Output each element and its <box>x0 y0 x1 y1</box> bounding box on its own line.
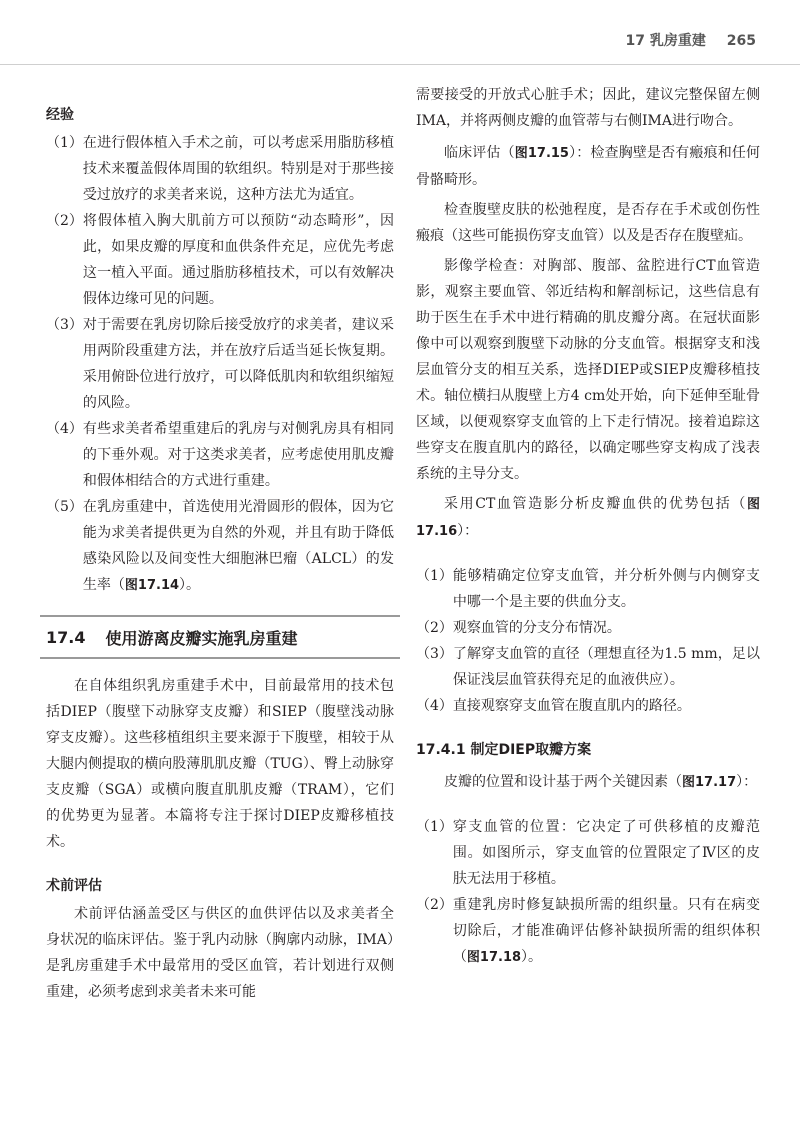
factors-paragraph: 皮瓣的位置和设计基于两个关键因素（图17.17）： <box>444 774 758 790</box>
preop-heading: 术前评估 <box>46 878 102 894</box>
figure-reference: 图17.18 <box>466 950 522 965</box>
cta-item-3 <box>416 641 760 693</box>
item-number: （2） <box>416 897 453 913</box>
item-number: （4） <box>46 421 83 437</box>
factor-item-1 <box>416 814 760 892</box>
item-number: （1） <box>416 568 453 584</box>
continued-paragraph: 需要接受的开放式心脏手术；因此，建议完整保留左侧IMA，并将两侧皮瓣的血管蒂与右侧IMA进行吻合。 <box>416 87 760 129</box>
experience-item-3 <box>46 312 394 416</box>
cta-paragraph: 采用CT血管造影分析皮瓣血供的优势包括（图17.16）： <box>416 496 760 539</box>
item-text: 对于需要在乳房切除后接受放疗的求美者，建议采用两阶段重建方法，并在放疗后适当延长恢复期。采用俯卧位进行放疗，可以降低肌肉和软组织缩短的风险。 <box>82 317 394 411</box>
section-paragraph: 在自体组织乳房重建手术中，目前最常用的技术包括DIEP（腹壁下动脉穿支皮瓣）和SIEP（腹壁浅动脉穿支皮瓣）。这些移植组织主要来源于下腹壁，相较于从大腿内侧提取的横向股薄肌肌皮瓣（TUG）、臀上动脉穿支皮瓣（SGA）或横向腹直肌肌皮瓣（TRAM），它们的优势更为显著。本篇将专注于探讨DIEP皮瓣移植技术。 <box>46 678 394 850</box>
clinical-paragraph: 临床评估（图17.15）：检查胸壁是否有瘢痕和任何骨骼畸形。 <box>416 145 760 188</box>
item-text: 重建乳房时修复缺损所需的组织量。只有在病变切除后，才能准确评估修补缺损所需的组织体积（图17.18）。 <box>452 897 760 965</box>
item-number: （2） <box>416 620 453 636</box>
item-number: （1） <box>46 135 83 151</box>
section-number: 17.4 <box>46 627 86 647</box>
cta-item-1 <box>416 563 760 615</box>
item-text: 有些求美者希望重建后的乳房与对侧乳房具有相同的下垂外观。对于这类求美者，应考虑使用肌皮瓣和假体相结合的方式进行重建。 <box>82 421 394 489</box>
left-column <box>46 82 394 1005</box>
running-header <box>0 30 756 50</box>
subsection-heading: 17.4.1 制定DIEP取瓣方案 <box>416 742 592 758</box>
experience-item-1 <box>46 130 394 208</box>
chapter-title: 17 乳房重建 <box>625 33 706 49</box>
item-text: 能够精确定位穿支血管，并分析外侧与内侧穿支中哪一个是主要的供血分支。 <box>452 568 760 610</box>
item-text: 在进行假体植入手术之前，可以考虑采用脂肪移植技术来覆盖假体周围的软组织。特别是对于那些接受过放疗的求美者来说，这种方法尤为适宜。 <box>82 135 394 203</box>
abdomen-paragraph: 检查腹壁皮肤的松弛程度，是否存在手术或创伤性瘢痕（这些可能损伤穿支血管）以及是否存在腹壁疝。 <box>416 202 760 244</box>
item-text: 观察血管的分支分布情况。 <box>452 620 621 636</box>
experience-item-2 <box>46 208 394 312</box>
imaging-paragraph: 影像学检查：对胸部、腹部、盆腔进行CT血管造影，观察主要血管、邻近结构和解剖标记，这些信息有助于医生在手术中进行精确的肌皮瓣分离。在冠状面影像中可以观察到腹壁下动脉的分支血管。根据穿支和浅层血管分支的相互关系，选择DIEP或SIEP皮瓣移植技术。轴位横扫从腹壁上方4 cm处开始，向下延伸至耻骨区域，以便观察穿支血管的上下走行情况。接着追踪这些穿支在腹直肌内的路径，以确定哪些穿支构成了浅表系统的主导分支。 <box>416 258 760 482</box>
item-text: 穿支血管的位置：它决定了可供移植的皮瓣范围。如图所示，穿支血管的位置限定了Ⅳ区的皮肤无法用于移植。 <box>452 819 760 887</box>
page-number: 265 <box>726 33 756 49</box>
cta-item-4 <box>416 693 760 719</box>
figure-reference: 图17.14 <box>124 578 180 593</box>
item-text: 直接观察穿支血管在腹直肌内的路径。 <box>452 698 691 714</box>
item-number: （1） <box>416 819 453 835</box>
right-column <box>416 82 760 971</box>
figure-reference: 图17.17 <box>682 775 737 790</box>
experience-item-4 <box>46 416 394 494</box>
item-number: （5） <box>46 499 83 515</box>
preop-paragraph: 术前评估涵盖受区与供区的血供评估以及求美者全身状况的临床评估。鉴于乳内动脉（胸廓内动脉，IMA）是乳房重建手术中最常用的受区血管，若计划进行双侧重建，必须考虑到求美者未来可能 <box>46 906 394 1000</box>
item-text: 将假体植入胸大肌前方可以预防“动态畸形”，因此，如果皮瓣的厚度和血供条件充足，应优先考虑这一植入平面。通过脂肪移植技术，可以有效解决假体边缘可见的问题。 <box>82 213 394 307</box>
experience-heading: 经验 <box>46 107 74 123</box>
item-number: （3） <box>46 317 83 333</box>
section-title: 使用游离皮瓣实施乳房重建 <box>105 628 298 648</box>
item-text: 了解穿支血管的直径（理想直径为1.5 mm，足以保证浅层血管获得充足的血液供应）。 <box>452 646 760 688</box>
item-number: （2） <box>46 213 83 229</box>
item-number: （4） <box>416 698 453 714</box>
item-text: 在乳房重建中，首选使用光滑圆形的假体，因为它能为求美者提供更为自然的外观，并且有助于降低感染风险以及间变性大细胞淋巴瘤（ALCL）的发生率（图17.14）。 <box>82 499 394 593</box>
figure-reference: 图17.16 <box>416 497 760 539</box>
figure-reference: 图17.15 <box>514 146 569 161</box>
cta-item-2 <box>416 615 760 641</box>
header-rule <box>0 64 800 65</box>
experience-item-5 <box>46 494 394 599</box>
factor-item-2 <box>416 892 760 971</box>
item-number: （3） <box>416 646 453 662</box>
section-heading <box>40 615 400 659</box>
